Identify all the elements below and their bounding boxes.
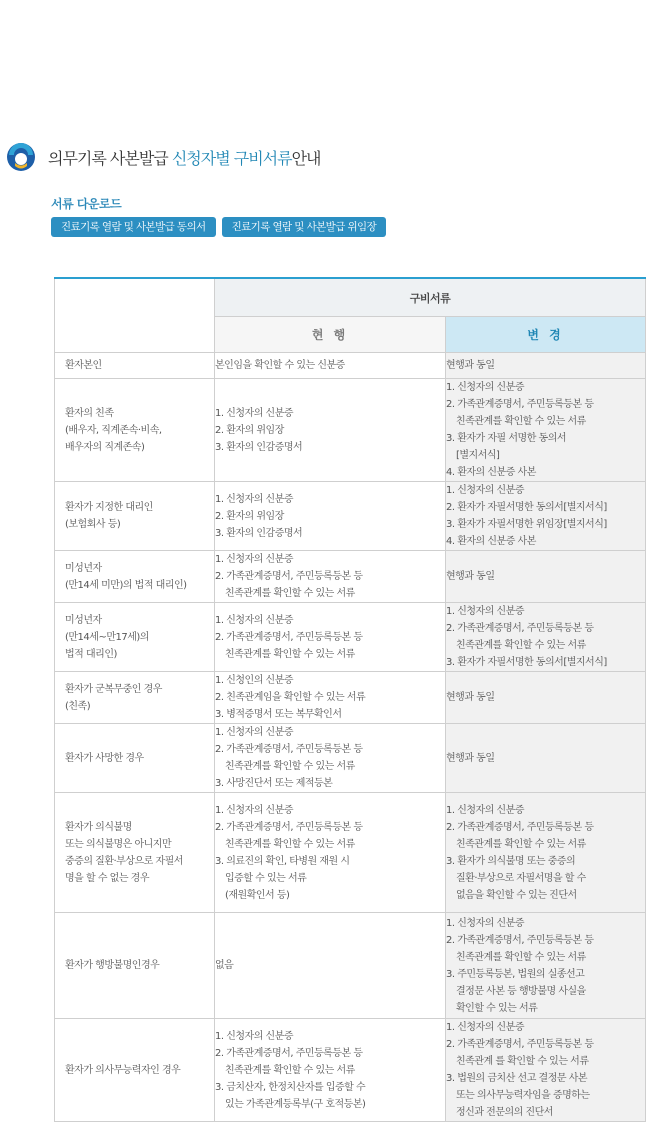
current-docs-cell-line: 1. 신청자의 신분증 [215,407,294,419]
changed-docs-cell-line: 3. 환자가 자필서명한 위임장[별지서식] [446,519,607,530]
applicant-cell [55,603,215,672]
current-docs-cell-line: 2. 가족관계증명서, 주민등록등본 등 [215,744,363,755]
changed-docs-cell-line: 확인할 수 있는 서류 [456,1002,538,1014]
current-docs-cell-line: 3. 의료진의 확인, 타병원 재원 시 [215,855,350,867]
changed-docs-cell [446,672,646,724]
changed-docs-cell-line: 질환·부상으로 자필서명을 할 수 [456,872,586,884]
current-docs-cell-line: 2. 가족관계증명서, 주민등록등본 등 [215,631,363,643]
current-docs-cell-line: 2. 가족관계증명서, 주민등록등본 등 [215,1047,363,1059]
applicant-cell-line: (배우자, 직계존속·비속, [65,424,162,436]
applicant-cell [55,379,215,482]
table-row [55,724,646,793]
changed-docs-cell [446,724,646,793]
changed-docs-cell-line: 1. 신청자의 신분증 [446,917,525,929]
page-header [6,142,320,172]
changed-docs-cell-line: 3. 환자가 자필서명한 동의서[별지서식] [446,657,607,668]
table-row [55,603,646,672]
current-docs-cell-line: 1. 신청자의 신분증 [215,1030,294,1042]
page-title [48,146,320,169]
current-docs-cell [215,1019,446,1122]
changed-docs-cell-line: 결정문 사본 등 행방불명 사실을 [456,985,586,997]
table-row [55,793,646,913]
changed-docs-cell-line: 친족관계 를 확인할 수 있는 서류 [456,1056,589,1067]
current-docs-cell-line: 3. 병적증명서 또는 복무확인서 [215,709,342,720]
changed-docs-cell-line: 3. 주민등록등본, 법원의 실종선고 [446,968,585,980]
applicant-cell-line: 환자의 친족 [65,407,114,419]
changed-docs-cell-line: 3. 환자가 자필 서명한 동의서 [446,433,567,444]
current-docs-cell [215,913,446,1019]
changed-docs-cell-line: 2. 가족관계증명서, 주민등록등본 등 [446,623,594,634]
changed-docs-cell-line: 4. 환자의 신분증 사본 [446,536,536,547]
current-docs-cell-line: 2. 가족관계증명서, 주민등록등본 등 [215,571,363,582]
changed-docs-cell [446,913,646,1019]
current-docs-cell-line: 1. 신청자의 신분증 [215,614,294,626]
changed-docs-cell-line: 2. 가족관계증명서, 주민등록등본 등 [446,821,594,833]
current-docs-cell-line: 1. 신청인의 신분증 [215,675,294,686]
applicant-cell-line: 환자가 의식불명 [65,821,132,833]
current-docs-cell-line: 1. 신청자의 신분증 [215,727,294,738]
changed-docs-cell [446,353,646,379]
hospital-logo-icon [6,142,36,172]
changed-docs-cell [446,379,646,482]
table-row [55,482,646,551]
changed-docs-cell-line: 현행과 동일 [446,360,495,371]
current-docs-cell-line: 3. 사망진단서 또는 제적등본 [215,778,333,789]
changed-docs-cell [446,793,646,913]
applicant-cell-line: 명을 할 수 없는 경우 [65,872,149,884]
applicant-cell-line: 미성년자 [65,614,102,626]
current-docs-cell-line: 있는 가족관계등록부(구 호적등본) [225,1098,366,1110]
changed-docs-cell-line: 2. 환자가 자필서명한 동의서[별지서식] [446,502,607,513]
changed-docs-cell-line: 현행과 동일 [446,752,495,764]
current-docs-cell [215,603,446,672]
current-docs-cell [215,724,446,793]
required-documents-table [54,277,646,1122]
changed-docs-cell-line: 친족관계를 확인할 수 있는 서류 [456,838,586,850]
applicant-cell-line: 또는 의식불명은 아니지만 [65,838,172,850]
current-docs-cell-line: 친족관계를 확인할 수 있는 서류 [225,761,355,772]
applicant-cell-line: 중증의 질환·부상으로 자필서 [65,855,183,867]
changed-docs-cell-line: 1. 신청자의 신분증 [446,606,525,617]
table-row [55,379,646,482]
applicant-cell-line: 배우자의 직계존속) [65,441,145,453]
changed-docs-cell-line: 1. 신청자의 신분증 [446,1022,525,1033]
changed-docs-cell [446,482,646,551]
changed-docs-cell-line: 3. 환자가 의식불명 또는 중증의 [446,855,576,867]
changed-docs-cell-line: 정신과 전문의의 진단서 [456,1107,553,1118]
current-docs-cell [215,551,446,603]
applicant-cell [55,724,215,793]
changed-docs-cell-line: 현행과 동일 [446,571,495,582]
changed-docs-cell-line: 친족관계를 확인할 수 있는 서류 [456,640,586,651]
current-docs-cell-line: 친족관계를 확인할 수 있는 서류 [225,838,355,850]
changed-docs-cell-line: 1. 신청자의 신분증 [446,382,525,393]
changed-docs-cell-line: [별지서식] [456,450,500,461]
current-docs-cell-line: 3. 환자의 인감증명서 [215,441,303,453]
applicant-cell-line: 환자본인 [65,360,102,371]
current-docs-cell [215,482,446,551]
applicant-cell [55,482,215,551]
current-docs-cell-line: 1. 신청자의 신분증 [215,554,294,565]
changed-docs-cell [446,1019,646,1122]
applicant-cell-line: (만14세 미만)의 법적 대리인) [65,579,187,591]
current-docs-cell-line: 3. 금치산자, 한정치산자를 입증할 수 [215,1081,366,1093]
changed-docs-cell-line: 1. 신청자의 신분증 [446,485,525,496]
applicant-cell [55,672,215,724]
current-docs-cell-line: (재원확인서 등) [225,889,290,901]
current-docs-cell-line: 본인임을 확인할 수 있는 신분증 [215,360,345,371]
applicant-cell-line: 환자가 군복무중인 경우 [65,683,162,695]
applicant-cell [55,913,215,1019]
download-buttons [51,217,386,237]
changed-docs-cell-line: 2. 가족관계증명서, 주민등록등본 등 [446,399,594,410]
title-text: 의무기록 사본발급 [48,148,172,168]
current-docs-cell-line: 입증할 수 있는 서류 [225,872,307,884]
changed-docs-cell-line: 2. 가족관계증명서, 주민등록등본 등 [446,1039,594,1050]
applicant-cell-line: (보험회사 등) [65,519,121,530]
current-docs-cell [215,672,446,724]
current-docs-cell-line: 1. 신청자의 신분증 [215,804,294,816]
current-docs-cell-line: 2. 환자의 위임장 [215,424,284,436]
changed-docs-cell [446,551,646,603]
applicant-cell-line: 환자가 행방불명인경우 [65,960,160,971]
power-of-attorney-download-button[interactable]: 진료기록 열람 및 사본발급 위임장 [222,217,387,237]
applicant-cell-line: (친족) [65,700,91,712]
current-docs-cell [215,379,446,482]
applicant-cell [55,353,215,379]
current-docs-cell-line: 없음 [215,960,234,971]
applicant-cell-line: 미성년자 [65,562,102,574]
applicant-cell [55,1019,215,1122]
table-row [55,353,646,379]
applicant-cell-line: 환자가 지정한 대리인 [65,502,153,513]
applicant-cell-line: 법적 대리인) [65,648,117,660]
changed-docs-cell [446,603,646,672]
changed-docs-cell-line: 친족관계를 확인할 수 있는 서류 [456,416,586,427]
current-docs-cell-line: 2. 환자의 위임장 [215,510,284,522]
table-row [55,1019,646,1122]
applicant-cell [55,793,215,913]
consent-form-download-button[interactable]: 진료기록 열람 및 사본발급 동의서 [51,217,216,237]
applicant-cell-line: 환자가 의사무능력자인 경우 [65,1064,181,1076]
current-docs-cell [215,793,446,913]
changed-column-header: 변 경 [446,317,646,353]
download-label: 서류 다운로드 [51,197,122,211]
applicant-cell-line: (만14세~만17세)의 [65,631,149,643]
changed-docs-cell-line: 친족관계를 확인할 수 있는 서류 [456,951,586,963]
current-docs-cell-line: 3. 환자의 인감증명서 [215,527,303,539]
group-header: 구비서류 [215,278,646,317]
changed-docs-cell-line: 4. 환자의 신분증 사본 [446,467,536,478]
current-docs-cell-line: 1. 신청자의 신분증 [215,493,294,505]
applicant-cell [55,551,215,603]
applicant-cell-line: 환자가 사망한 경우 [65,752,144,764]
changed-docs-cell-line: 현행과 동일 [446,692,495,703]
current-column-header: 현 행 [215,317,446,353]
current-docs-cell-line: 친족관계를 확인할 수 있는 서류 [225,1064,355,1076]
table-corner-cell [55,278,215,353]
table-row [55,551,646,603]
changed-docs-cell-line: 또는 의사무능력자임을 증명하는 [456,1090,590,1101]
table-row [55,913,646,1019]
changed-docs-cell-line: 3. 법원의 금치산 선고 결정문 사본 [446,1073,588,1084]
current-docs-cell-line: 친족관계를 확인할 수 있는 서류 [225,648,355,660]
current-docs-cell-line: 2. 가족관계증명서, 주민등록등본 등 [215,821,363,833]
changed-docs-cell-line: 2. 가족관계증명서, 주민등록등본 등 [446,934,594,946]
changed-docs-cell-line: 없음을 확인할 수 있는 진단서 [456,889,577,901]
changed-docs-cell-line: 1. 신청자의 신분증 [446,804,525,816]
title-suffix: 안내 [291,148,321,168]
current-docs-cell-line: 친족관계를 확인할 수 있는 서류 [225,588,355,599]
table-row [55,672,646,724]
table-body [55,353,646,1122]
current-docs-cell-line: 2. 친족관계임을 확인할 수 있는 서류 [215,692,366,703]
current-docs-cell [215,353,446,379]
title-highlight: 신청자별 구비서류 [171,148,292,168]
